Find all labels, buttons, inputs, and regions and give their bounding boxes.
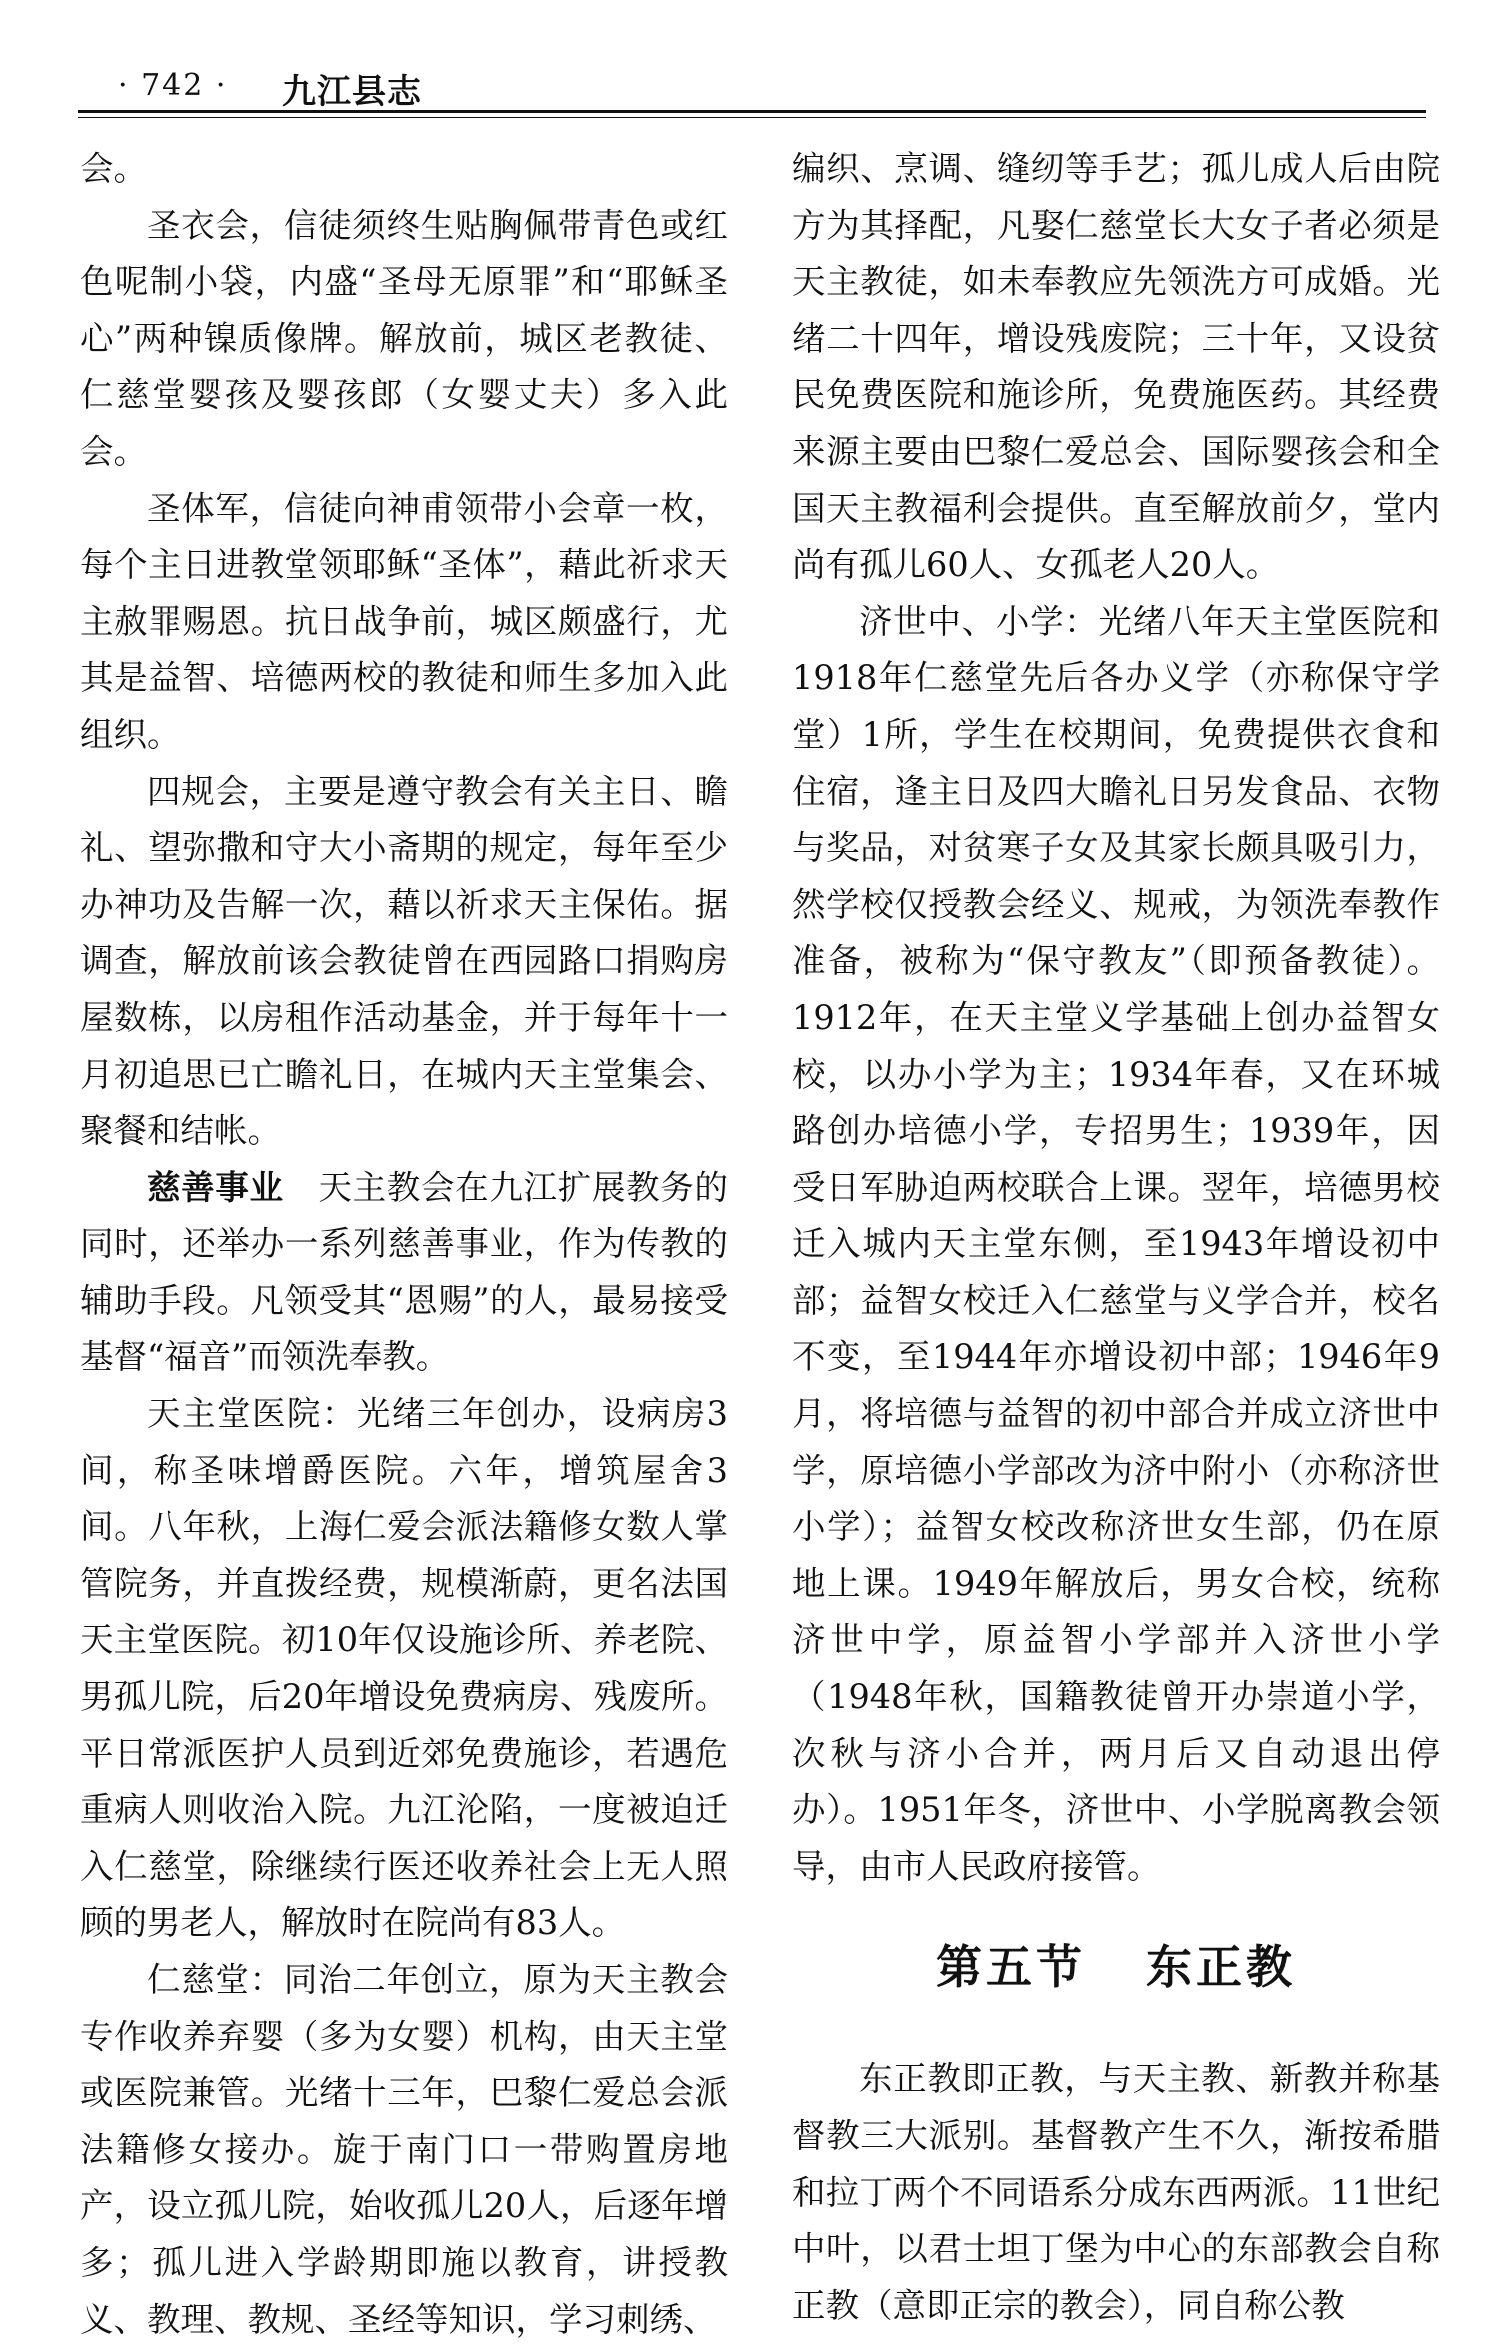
- section-title: [792, 1937, 1440, 1997]
- section-number: 第五节: [936, 1940, 1086, 1995]
- paragraph-hospital: 天主堂医院：光绪三年创办，设病房3间，称圣味增爵医院。六年，增筑屋舍3间。八年秋，上海仁爱会派法籍修女数人掌管院务，并直拨经费，规模渐蔚，更名法国天主堂医院。初10年仅设施诊所、养老院、男孤儿院，后20年增设免费病房、残废所。平日常派医护人员到近郊免费施诊，若遇危重病人则收治入院。九江沦陷，一度被迫迁入仁慈堂，除继续行医还收养社会上无人照顾的男老人，解放时在院尚有83人。: [80, 1394, 728, 1943]
- page-number: · 742 ·: [118, 68, 228, 103]
- page-header: [78, 62, 1428, 112]
- paragraph-rencitang: 仁慈堂：同治二年创立，原为天主教会专作收养弃婴（多为女婴）机构，由天主堂或医院兼管。光绪十三年，巴黎仁爱总会派法籍修女接办。旋于南门口一带购置房地产，设立孤儿院，始收孤儿20人，后逐年增多；孤儿进入学龄期即施以教育，讲授教义、教理、教规、圣经等知识，学习刺绣、: [80, 1960, 728, 2339]
- paragraph-orthodox: 东正教即正教，与天主教、新教并称基督教三大派别。基督教产生不久，渐按希腊和拉丁两个不同语系分成东西两派。11世纪中叶，以君士坦丁堡为中心的东部教会自称正教（意即正宗的教会），同自称公教: [792, 2059, 1440, 2325]
- book-title: 九江县志: [282, 72, 422, 112]
- charity-body: 天主教会在九江扩展教务的同时，还举办一系列慈善事业，作为传教的辅助手段。凡领受其“恩赐”的人，最易接受基督“福音”而领洗奉教。: [80, 1167, 728, 1377]
- section-name: 东正教: [1146, 1940, 1296, 1995]
- paragraph-charity: [80, 1160, 728, 1386]
- left-column: [80, 141, 728, 2339]
- paragraph-siguihui: 四规会，主要是遵守教会有关主日、瞻礼、望弥撒和守大小斋期的规定，每年至少办神功及告解一次，藉以祈求天主保佑。据调查，解放前该会教徒曾在西园路口捐购房屋数栋，以房租作活动基金，并于每年十一月初追思已亡瞻礼日，在城内天主堂集会、聚餐和结帐。: [80, 771, 728, 1151]
- paragraph-continuation: 会。: [80, 149, 147, 188]
- paragraph-rencitang-cont: 编织、烹调、缝纫等手艺；孤儿成人后由院方为其择配，凡娶仁慈堂长大女子者必须是天主教徒，如未奉教应先领洗方可成婚。光绪二十四年，增设残废院；三十年，又设贫民免费医院和施诊所，免费施医药。其经费来源主要由巴黎仁爱总会、国际婴孩会和全国天主教福利会提供。直至解放前夕，堂内尚有孤儿60人、女孤老人20人。: [792, 149, 1440, 585]
- header-rule-thin: [78, 117, 1426, 118]
- subheading-charity: 慈善事业: [147, 1167, 284, 1207]
- right-column: [792, 141, 1440, 2325]
- paragraph-jishi-school: 济世中、小学：光绪八年天主堂医院和1918年仁慈堂先后各办义学（亦称保守学堂）1所，学生在校期间，免费提供衣食和住宿，逢主日及四大瞻礼日另发食品、衣物与奖品，对贫寒子女及其家长颇具吸引力，然学校仅授教会经义、规戒，为领洗奉教作准备，被称为“保守教友”（即预备教徒）。1912年，在天主堂义学基础上创办益智女校，以办小学为主；1934年春，又在环城路创办培德小学，专招男生；1939年，因受日军胁迫两校联合上课。翌年，培德男校迁入城内天主堂东侧，至1943年增设初中部；益智女校迁入仁慈堂与义学合并，校名不变，至1944年亦增设初中部；1946年9月，将培德与益智的初中部合并成立济世中学，原培德小学部改为济中附小（亦称济世小学）；益智女校改称济世女生部，仍在原地上课。1949年解放后，男女合校，统称济世中学，原益智小学部并入济世小学（1948年秋，国籍教徒曾开办崇道小学，次秋与济小合并，两月后又自动退出停办）。1951年冬，济世中、小学脱离教会领导，由市人民政府接管。: [792, 601, 1440, 1886]
- paragraph-shengyihui: 圣衣会，信徒须终生贴胸佩带青色或红色呢制小袋，内盛“圣母无原罪”和“耶稣圣心”两种镍质像牌。解放前，城区老教徒、仁慈堂婴孩及婴孩郎（女婴丈夫）多入此会。: [80, 205, 728, 471]
- header-rule-thick: [78, 110, 1426, 113]
- paragraph-shengtijun: 圣体军，信徒向神甫领带小会章一枚，每个主日进教堂领耶稣“圣体”，藉此祈求天主赦罪赐恩。抗日战争前，城区颇盛行，尤其是益智、培德两校的教徒和师生多加入此组织。: [80, 488, 728, 754]
